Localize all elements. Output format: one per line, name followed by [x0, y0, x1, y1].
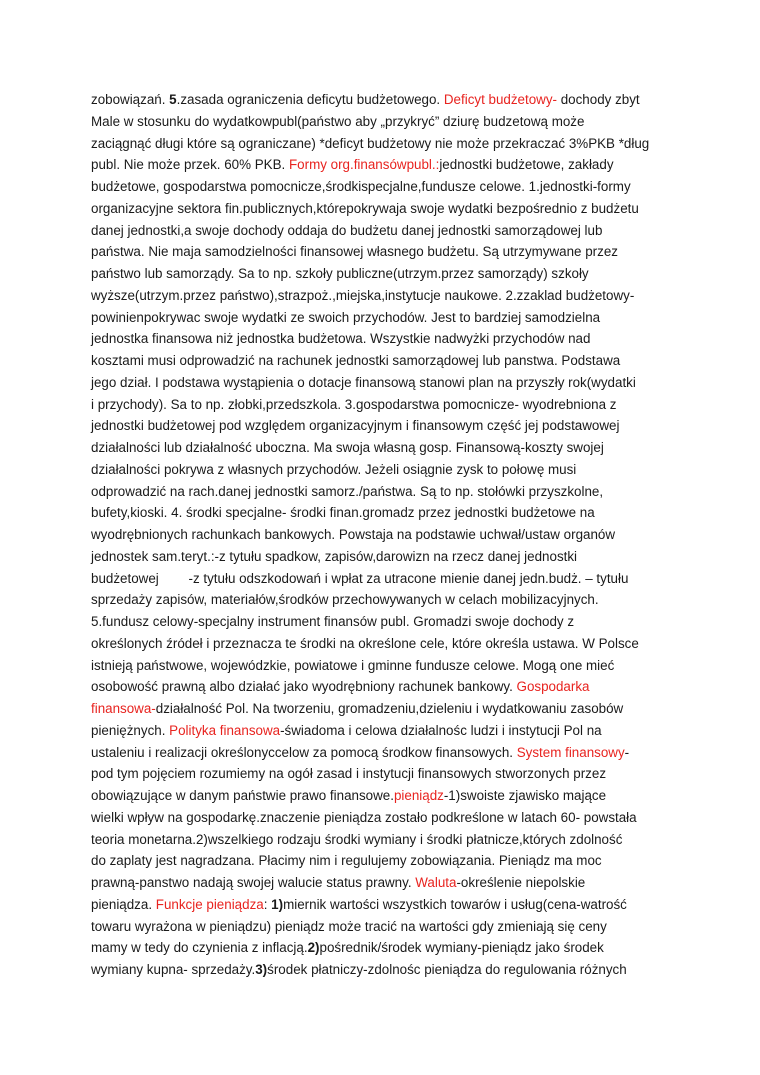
highlighted-term: pieniądz	[393, 788, 444, 803]
text-line	[91, 89, 640, 111]
text-run: jednostka finansowa niż jednostka budżetowa. Wszystkie nadwyżki przychodów nad	[91, 331, 591, 347]
text-run: towaru wyrażona w pieniądzu) pieniądz może tracić na wartości gdy zmieniają się ceny	[91, 918, 607, 934]
text-run: dochody zbyt	[557, 92, 640, 107]
text-line	[91, 241, 618, 263]
text-run: jednostki budżetowej pod względem organizacyjnym i finansowym część jej podstawowej	[91, 418, 620, 434]
text-run: zobowiązań.	[91, 92, 170, 107]
text-run: mamy w tedy do czynienia z inflacją.	[91, 940, 308, 956]
text-run: pieniądza.	[91, 896, 156, 912]
text-run: :	[263, 896, 272, 912]
text-line	[91, 307, 600, 329]
text-line	[91, 872, 585, 894]
text-run: kosztami musi odprowadzić na rachunek jednostki samorządowej lub panstwa. Podstawa	[91, 353, 621, 368]
text-run: Male w stosunku do wydatkowpubl(państwo aby „przykryć” dziurę budzetową może	[91, 113, 585, 129]
text-run: działalności pokrywa z własnych przychodów. Jeżeli osiągnie zysk to połowę musi	[91, 461, 577, 477]
text-run: obowiązujące w danym państwie prawo finansowe.	[91, 788, 394, 803]
text-run: wyższe(utrzym.przez państwo),strazpoż.,miejska,instytucje naukowe. 2.zzaklad budżetowy-	[91, 287, 635, 303]
text-line	[91, 829, 622, 851]
text-run: sprzedaży zapisów, materiałów,środków przechowywanych w celach mobilizacyjnych.	[91, 592, 599, 608]
text-line	[91, 763, 606, 785]
text-line	[91, 154, 614, 176]
text-line	[91, 133, 649, 155]
text-run: wyodrębnionych rachunkach bankowych. Powstaja na podstawie uchwał/ustaw organów	[91, 527, 616, 542]
text-line	[91, 742, 629, 764]
text-run: teoria monetarna.2)wszelkiego rodzaju środki wymiany i środki płatnicze,których zdolność	[91, 831, 623, 847]
text-run: bufety,kioski. 4. środki specjalne- środki finan.gromadz przez jednostki budżetowe na	[91, 505, 595, 521]
text-run: -	[624, 744, 630, 760]
text-line	[91, 894, 627, 916]
text-run: powinienpokrywac swoje wydatki ze swoich przychodów. Jest to bardziej samodzielna	[91, 309, 601, 325]
text-run: prawną-panstwo nadają swojej walucie status prawny.	[91, 875, 416, 890]
text-line	[91, 285, 634, 307]
text-run: .zasada ograniczenia deficytu budżetowego.	[176, 92, 444, 107]
text-line	[91, 807, 637, 829]
text-line	[91, 350, 620, 372]
highlighted-term: Funkcje pieniądza	[155, 896, 264, 912]
text-line	[91, 372, 636, 394]
text-line	[91, 437, 604, 459]
highlighted-term: System finansowy	[516, 744, 625, 760]
highlighted-term: Deficyt budżetowy-	[443, 92, 557, 107]
text-run: publ. Nie może przek. 60% PKB.	[91, 157, 289, 173]
text-run: wielki wpływ na gospodarkę.znaczenie pieniądza zostało podkreślone w latach 60- powstała	[91, 809, 637, 825]
text-run: danej jednostki,a swoje dochody oddaja do budżetu danej jednostki samorządowej lub	[91, 222, 603, 238]
text-run: miernik wartości wszystkich towarów i usług(cena-watrość	[283, 896, 627, 912]
text-line	[91, 959, 627, 981]
text-line	[91, 850, 602, 872]
text-run: odprowadzić na rach.danej jednostki samorz./państwa. Są to np. stołówki przyszkolne,	[91, 483, 604, 499]
text-line	[91, 698, 623, 720]
text-run: budżetowe, gospodarstwa pomocnicze,środkispecjalne,fundusze celowe. 1.jednostki-formy	[91, 179, 631, 194]
highlighted-term: Waluta	[415, 875, 457, 890]
highlighted-term: Gospodarka	[516, 679, 590, 695]
text-line	[91, 176, 631, 198]
text-line	[91, 546, 577, 568]
text-line	[91, 502, 595, 524]
text-run: pod tym pojęciem rozumiemy na ogół zasad i instytucji finansowych stworzonych przez	[91, 766, 607, 782]
bold-text: 1)	[271, 896, 284, 912]
text-run: i przychody). Sa to np. złobki,przedszkola. 3.gospodarstwa pomocnicze- wyodrebniona z	[91, 396, 617, 412]
text-line	[91, 328, 590, 350]
highlighted-term: Formy org.finansówpubl.:	[288, 157, 440, 173]
text-line	[91, 785, 606, 807]
text-run: jednostek sam.teryt.:-z tytułu spadkow, zapisów,darowizn na rzecz danej jednostki	[91, 548, 578, 564]
text-line	[91, 263, 589, 285]
text-line	[91, 220, 602, 242]
text-line	[91, 198, 639, 220]
text-line	[91, 720, 602, 742]
text-run: istnieją państwowe, wojewódzkie, powiatowe i gminne fundusze celowe. Mogą one mieć	[91, 657, 615, 673]
text-line	[91, 633, 639, 655]
text-line	[91, 916, 607, 938]
text-run: ustaleniu i realizacji określonyccelow za pomocą środkow finansowych.	[91, 744, 517, 760]
text-run: -świadoma i celowa działalnośc ludzi i instytucji Pol na	[280, 722, 602, 738]
text-run: jednostki budżetowe, zakłady	[439, 157, 614, 173]
text-run: wymiany kupna- sprzedaży.	[91, 962, 256, 977]
text-line	[91, 481, 603, 503]
text-run: organizacyjne sektora fin.publicznych,którepokrywaja swoje wydatki bezpośrednio z budżetu	[91, 200, 639, 216]
text-line	[91, 394, 616, 416]
text-run: budżetowej -z tytułu odszkodowań i wpłat za utracone mienie danej jedn.budż. – tytułu	[91, 570, 629, 586]
bold-text: 2)	[307, 940, 320, 956]
text-run: jego dział. I podstawa wystąpienia o dotacje finansową stanowi plan na przyszły rok(wydatki	[91, 374, 636, 390]
text-run: osobowość prawną albo działać jako wyodrębniony rachunek bankowy.	[91, 679, 517, 695]
text-run: -określenie niepolskie	[456, 875, 586, 890]
text-line	[91, 415, 619, 437]
text-run: określonych źródeł i przeznacza te środki na określone cele, które określa ustawa. W Polsce	[91, 635, 639, 651]
text-run: do zaplaty jest nagradzana. Płacimy nim i regulujemy zobowiązania. Pieniądz ma moc	[91, 853, 602, 869]
text-line	[91, 459, 576, 481]
text-run: pośrednik/środek wymiany-pieniądz jako środek	[319, 940, 604, 956]
text-run: państwa. Nie maja samodzielności finansowej własnego budżetu. Są utrzymywane przez	[91, 244, 618, 260]
text-line	[91, 568, 628, 590]
text-run: zaciągnąć długi które są ograniczane) *deficyt budżetowy nie może przekraczać 3%PKB *dług	[91, 135, 650, 151]
bold-text: 5	[169, 92, 177, 107]
text-run: państwo lub samorządy. Sa to np. szkoły publiczne(utrzym.przez samorządy) szkoły	[91, 266, 589, 281]
text-run: działalność Pol. Na tworzeniu, gromadzeniu,dzieleniu i wydatkowaniu zasobów	[155, 701, 624, 716]
text-run: pieniężnych.	[91, 722, 170, 738]
text-line	[91, 611, 574, 633]
highlighted-term: finansowa-	[91, 701, 156, 716]
text-line	[91, 655, 614, 677]
text-line	[91, 589, 599, 611]
text-line	[91, 524, 615, 546]
text-run: środek płatniczy-zdolnośc pieniądza do regulowania różnych	[267, 962, 627, 977]
text-run: 5.fundusz celowy-specjalny instrument finansów publ. Gromadzi swoje dochody z	[91, 614, 575, 629]
text-run: działalności lub działalność uboczna. Ma swoja własną gosp. Finansową-koszty swojej	[91, 440, 604, 455]
text-run: -1)swoiste zjawisko mające	[443, 788, 607, 803]
text-line	[91, 937, 604, 959]
bold-text: 3)	[255, 962, 268, 977]
text-line	[91, 676, 589, 698]
highlighted-term: Polityka finansowa	[169, 722, 281, 738]
text-line	[91, 111, 584, 133]
